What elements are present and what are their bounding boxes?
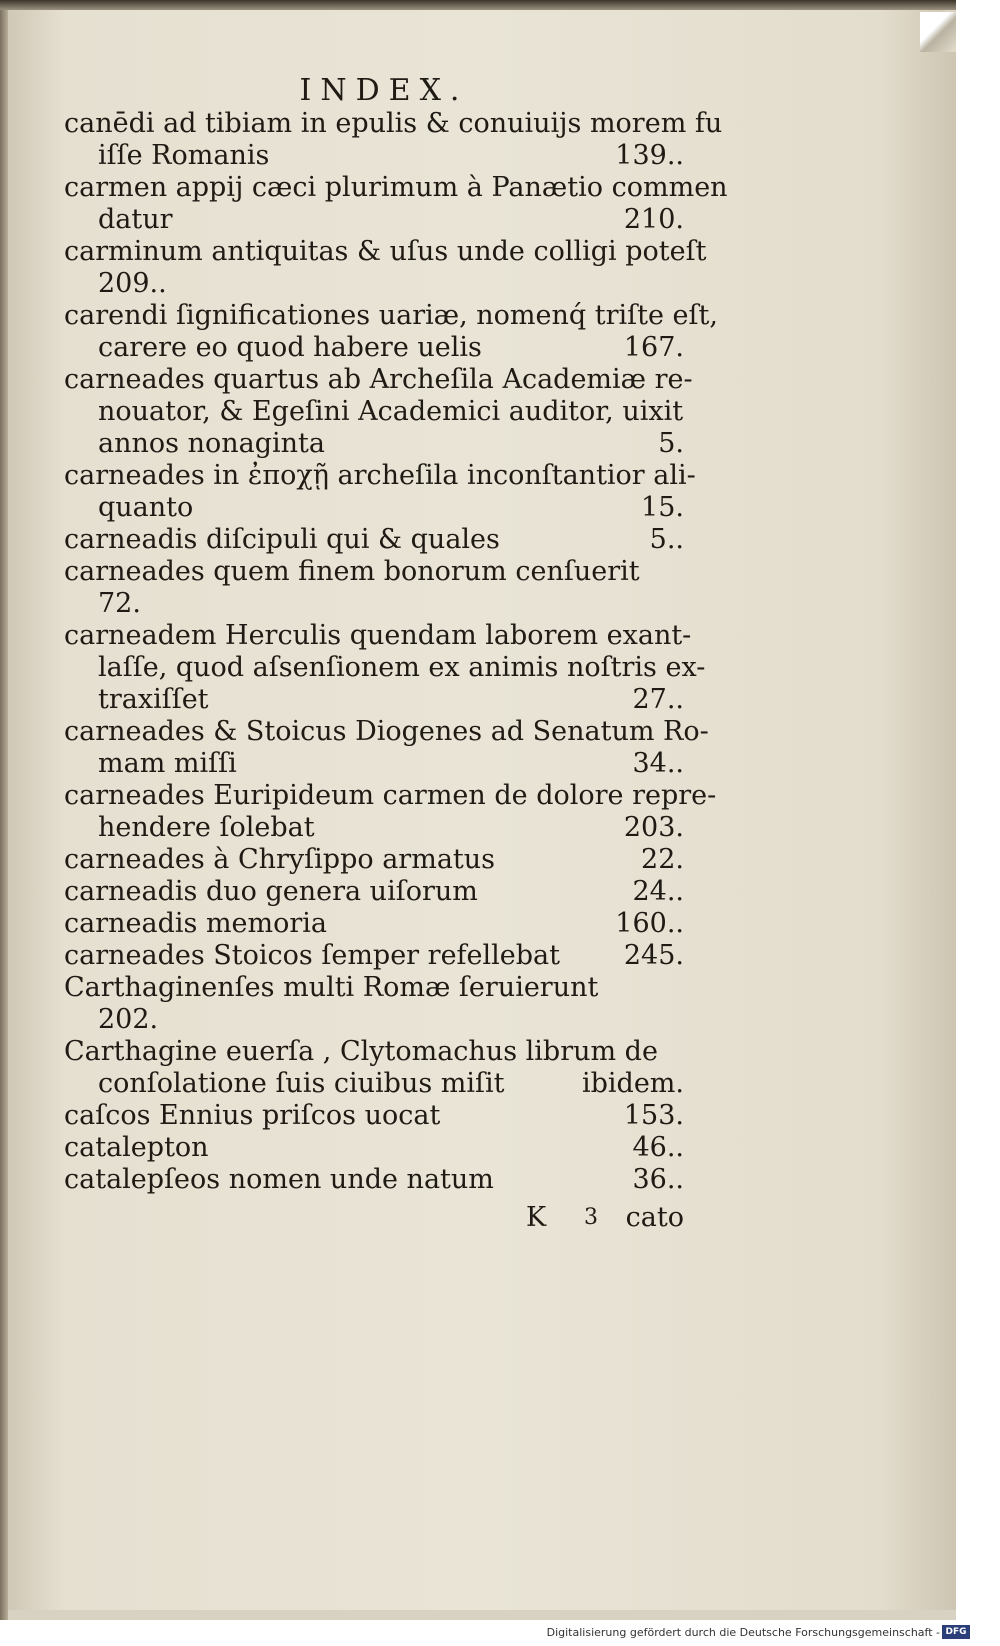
dfg-logo: DFG — [942, 1625, 970, 1639]
index-line-text: carneadem Herculis quendam laborem exant- — [64, 620, 692, 651]
page-reference: 5.. — [649, 524, 684, 555]
index-line-text: carneadis duo genera uiſorum — [64, 876, 478, 907]
signature-mark: K — [526, 1202, 547, 1233]
index-column — [64, 73, 728, 1238]
page-reference: 153. — [623, 1100, 684, 1131]
index-line-text: annos nonaginta — [98, 428, 325, 459]
page-reference: 46.. — [632, 1132, 684, 1163]
index-line-text: carmen appij cæci plurimum à Panætio commen — [64, 172, 728, 203]
index-line-text: carneadis memoria — [64, 908, 328, 939]
page-reference: 167. — [623, 332, 684, 363]
index-line-text: Carthaginenſes multi Romæ ſeruierunt — [64, 972, 599, 1003]
index-line-text: laſſe, quod aſsenſionem ex animis noſtris ex- — [98, 652, 706, 683]
index-line — [64, 556, 684, 588]
index-line — [64, 492, 684, 524]
index-line-text: carneades in ἐποχῇ archeſila inconſtantior ali- — [64, 460, 696, 491]
index-line — [64, 364, 693, 396]
index-line-text: carneades Euripideum carmen de dolore repre- — [64, 780, 717, 811]
page-reference: 160.. — [615, 908, 684, 939]
index-line-text: carneades quartus ab Archeſila Academiæ re- — [64, 364, 693, 395]
page-reference: 34.. — [632, 748, 684, 779]
page-curl — [920, 12, 956, 52]
catchword: cato — [625, 1202, 684, 1233]
index-line-text: 202. — [98, 1004, 159, 1035]
index-entries — [64, 108, 728, 1196]
index-line-text: mam miſſi — [98, 748, 237, 779]
index-line-text: canēdi ad tibiam in epulis & conuiuijs morem fu — [64, 108, 723, 139]
index-line — [64, 524, 684, 556]
index-line — [64, 876, 684, 908]
page-reference: 15. — [641, 492, 684, 523]
signature-number: 3 — [584, 1205, 598, 1230]
index-line-text: Carthagine euerſa , Clytomachus librum de — [64, 1036, 658, 1067]
index-line-text: carneadis diſcipuli qui & quales — [64, 524, 500, 555]
index-line — [64, 588, 684, 620]
funding-credit: Digitalisierung gefördert durch die Deutsche Forschungsgemeinschaft - — [546, 1626, 940, 1639]
index-line — [64, 748, 684, 780]
index-line — [64, 1004, 684, 1036]
index-line — [64, 428, 684, 460]
index-line — [64, 812, 684, 844]
index-line-text: datur — [98, 204, 173, 235]
index-line-text: catalepſeos nomen unde natum — [64, 1164, 494, 1195]
index-line — [64, 972, 684, 1004]
index-line — [64, 204, 684, 236]
index-line — [64, 268, 684, 300]
page-reference: 22. — [641, 844, 684, 875]
index-line — [64, 908, 684, 940]
index-line-text: iſſe Romanis — [98, 140, 270, 171]
index-line — [64, 108, 723, 140]
index-line-text: 72. — [98, 588, 141, 619]
footer-bar — [0, 1620, 1000, 1646]
index-line — [64, 236, 707, 268]
page-reference: 203. — [623, 812, 684, 843]
index-line-text: carneades Stoicos ſemper refellebat — [64, 940, 561, 971]
index-line-text: carneades à Chryſippo armatus — [64, 844, 496, 875]
index-line-text: conſolatione ſuis ciuibus miſit — [98, 1068, 505, 1099]
index-line-text: carminum antiquitas & uſus unde colligi poteſt — [64, 236, 707, 267]
index-line-text: 209.. — [98, 268, 167, 299]
index-line — [64, 620, 692, 652]
index-line — [64, 1068, 684, 1100]
right-margin — [956, 0, 1000, 1620]
index-line — [64, 716, 709, 748]
index-line-text: carneades & Stoicus Diogenes ad Senatum Ro- — [64, 716, 709, 747]
index-line-text: catalepton — [64, 1132, 209, 1163]
index-line — [64, 940, 684, 972]
index-line — [64, 172, 728, 204]
index-line-text: carendi ſignificationes uariæ, nomenq́ triſte eſt, — [64, 300, 718, 331]
index-line — [64, 460, 696, 492]
index-line-text: caſcos Ennius priſcos uocat — [64, 1100, 441, 1131]
index-line-text: carere eo quod habere uelis — [98, 332, 482, 363]
index-line — [64, 1100, 684, 1132]
index-line — [64, 332, 684, 364]
page-reference: 27.. — [632, 684, 684, 715]
index-line-text: carneades quem finem bonorum cenſuerit — [64, 556, 640, 587]
index-line-text: quanto — [98, 492, 194, 523]
index-line-text: hendere ſolebat — [98, 812, 315, 843]
page-reference: ibidem. — [581, 1068, 684, 1099]
catchline — [64, 1202, 684, 1238]
index-line — [64, 1132, 684, 1164]
top-edge — [0, 0, 1000, 10]
index-line — [64, 1036, 684, 1068]
index-line — [64, 140, 684, 172]
index-line — [64, 844, 684, 876]
index-line-text: traxiſſet — [98, 684, 209, 715]
page-heading: INDEX. — [299, 73, 469, 108]
page-reference: 24.. — [632, 876, 684, 907]
index-line — [64, 780, 717, 812]
index-line — [64, 300, 718, 332]
index-line-text: nouator, & Egeſini Academici auditor, uixit — [98, 396, 684, 427]
index-line — [64, 1164, 684, 1196]
page-reference: 5. — [658, 428, 684, 459]
page-reference: 245. — [623, 940, 684, 971]
page-reference: 139.. — [615, 140, 684, 171]
index-line — [64, 684, 684, 716]
index-line — [64, 396, 684, 428]
page-reference: 210. — [623, 204, 684, 235]
index-line — [64, 652, 706, 684]
book-gutter — [0, 0, 8, 1620]
page-reference: 36.. — [632, 1164, 684, 1195]
